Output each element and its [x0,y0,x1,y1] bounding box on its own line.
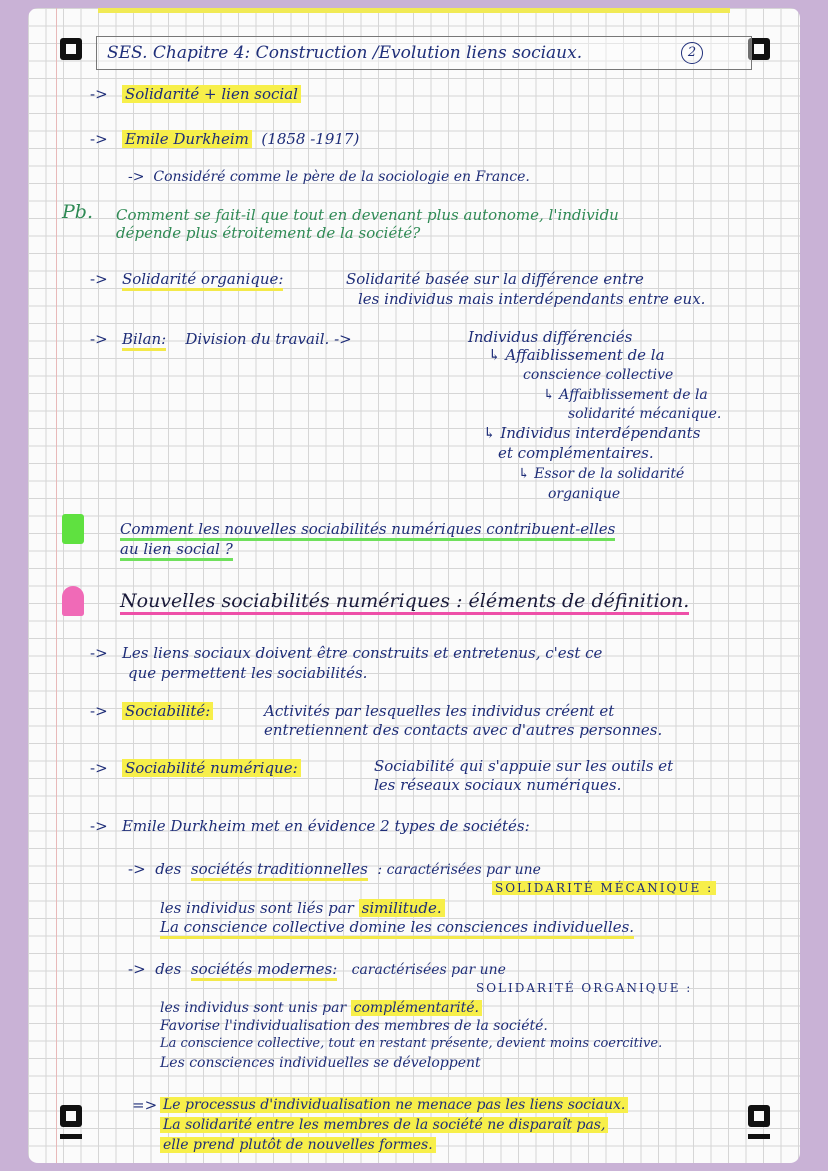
bilan-division: Division du travail. -> [185,330,352,348]
section-a-marker [62,586,84,616]
bilan-step-j: organique [548,486,621,502]
section-ii-marker [62,514,84,544]
traditional-line: -> des sociétés traditionnelles : caractérisées par une [128,860,541,879]
modern-detail-2: Favorise l'individualisation des membres de la société. [160,1018,548,1034]
sociabilite-label: Sociabilité: [122,702,213,720]
mechanical-caps: SOLIDARITÉ MÉCANIQUE : [492,878,716,897]
arrow-icon: -> [90,644,108,662]
modern-line: -> des sociétés modernes: caractérisées par une [128,960,506,979]
bilan-line [90,330,352,348]
arrow-icon: -> [128,960,146,978]
arrow-icon: -> [90,270,108,288]
organic-line [90,270,283,288]
organic-label: Solidarité organique: [122,270,283,291]
margin-line [56,8,57,1163]
problem-line-1: Comment se fait-il que tout en devenant plus autonome, l'individu [116,206,619,224]
corner-bar-left [60,1134,82,1139]
arrow-icon: -> [90,759,108,777]
conclusion-arrow: => [132,1096,158,1114]
modern-detail-1: les individus sont unis par complémentarité. [160,999,482,1017]
bilan-step-b: Individus différenciés [468,328,633,346]
socnum-label: Sociabilité numérique: [122,759,301,777]
note-line-1 [90,85,301,103]
traditional-detail-2: La conscience collective domine les consciences individuelles. [160,918,634,936]
bilan-step-c: ↳ Affaiblissement de la [488,346,665,364]
types-line: -> Emile Durkheim met en évidence 2 types de sociétés: [90,817,530,835]
problem-line-2: dépende plus étroitement de la société? [116,224,421,242]
page-number: 2 [681,42,703,64]
sociabilite-def-2: entretiennent des contacts avec d'autres personnes. [264,721,663,739]
traditional-label: sociétés traditionnelles [191,860,368,881]
bilan-step-e: ↳ Affaiblissement de la [543,387,708,403]
bilan-step-d: conscience collective [523,367,674,383]
section-a-title: Nouvelles sociabilités numériques : éléments de définition. [120,592,689,610]
modern-detail-4: Les consciences individuelles se développent [160,1055,481,1071]
organic-definition-1: Solidarité basée sur la différence entre [346,270,644,288]
durkheim-note: Considéré comme le père de la sociologie en France. [153,169,530,185]
complementarite-highlight: complémentarité. [351,1000,482,1016]
sociabilite-def-1: Activités par lesquelles les individus créent et [264,702,615,720]
corner-marker-bottom-left [60,1105,82,1127]
durkheim-dates: (1858 -1917) [261,130,360,148]
problem-label: Pb. [62,201,93,223]
header-box [96,36,752,70]
note-line-3 [128,168,530,186]
conclusion-line-3: elle prend plutôt de nouvelles formes. [160,1136,436,1154]
organic-caps: SOLIDARITÉ ORGANIQUE : [476,981,693,995]
arrow-icon: -> [90,85,108,103]
socnum-line [90,759,301,777]
organic-definition-2: les individus mais interdépendants entre eux. [358,290,706,308]
socnum-def-1: Sociabilité qui s'appuie sur les outils et [374,757,674,775]
corner-marker-top-left [60,38,82,60]
sociabilite-line [90,702,213,720]
topic-solidarite: Solidarité + lien social [122,85,301,103]
notebook-page [28,8,800,1163]
bilan-step-f: solidarité mécanique. [568,406,722,422]
arrow-icon: -> [128,169,145,185]
modern-label: sociétés modernes: [191,960,337,981]
section-ii-question-1: Comment les nouvelles sociabilités numériques contribuent-elles [120,520,615,538]
conclusion-line-2: La solidarité entre les membres de la société ne disparaît pas, [160,1116,608,1134]
arrow-icon: -> [90,330,108,348]
bilan-step-i: ↳ Essor de la solidarité [518,466,685,482]
arrow-icon: -> [90,702,108,720]
traditional-detail-1: les individus sont liés par similitude. [160,899,445,917]
arrow-icon: -> [90,817,108,835]
note-line-2 [90,130,359,148]
name-durkheim: Emile Durkheim [122,130,252,148]
conclusion-line-1: Le processus d'individualisation ne menace pas les liens sociaux. [160,1096,628,1114]
liens-line-2: que permettent les sociabilités. [128,664,368,682]
bilan-step-g: ↳ Individus interdépendants [483,424,701,442]
chapter-title: SES. Chapitre 4: Construction /Evolution liens sociaux. [107,43,583,63]
socnum-def-2: les réseaux sociaux numériques. [374,776,622,794]
section-ii-question-2: au lien social ? [120,540,233,558]
arrow-icon: -> [90,130,108,148]
bilan-step-h: et complémentaires. [498,444,654,462]
corner-marker-bottom-right [748,1105,770,1127]
modern-detail-3: La conscience collective, tout en restant présente, devient moins coercitive. [160,1036,663,1051]
corner-bar-right [748,1134,770,1139]
liens-line-1: -> Les liens sociaux doivent être construits et entretenus, c'est ce [90,644,603,662]
arrow-icon: -> [128,860,146,878]
bilan-label: Bilan: [122,330,166,351]
similitude-highlight: similitude. [359,899,445,917]
